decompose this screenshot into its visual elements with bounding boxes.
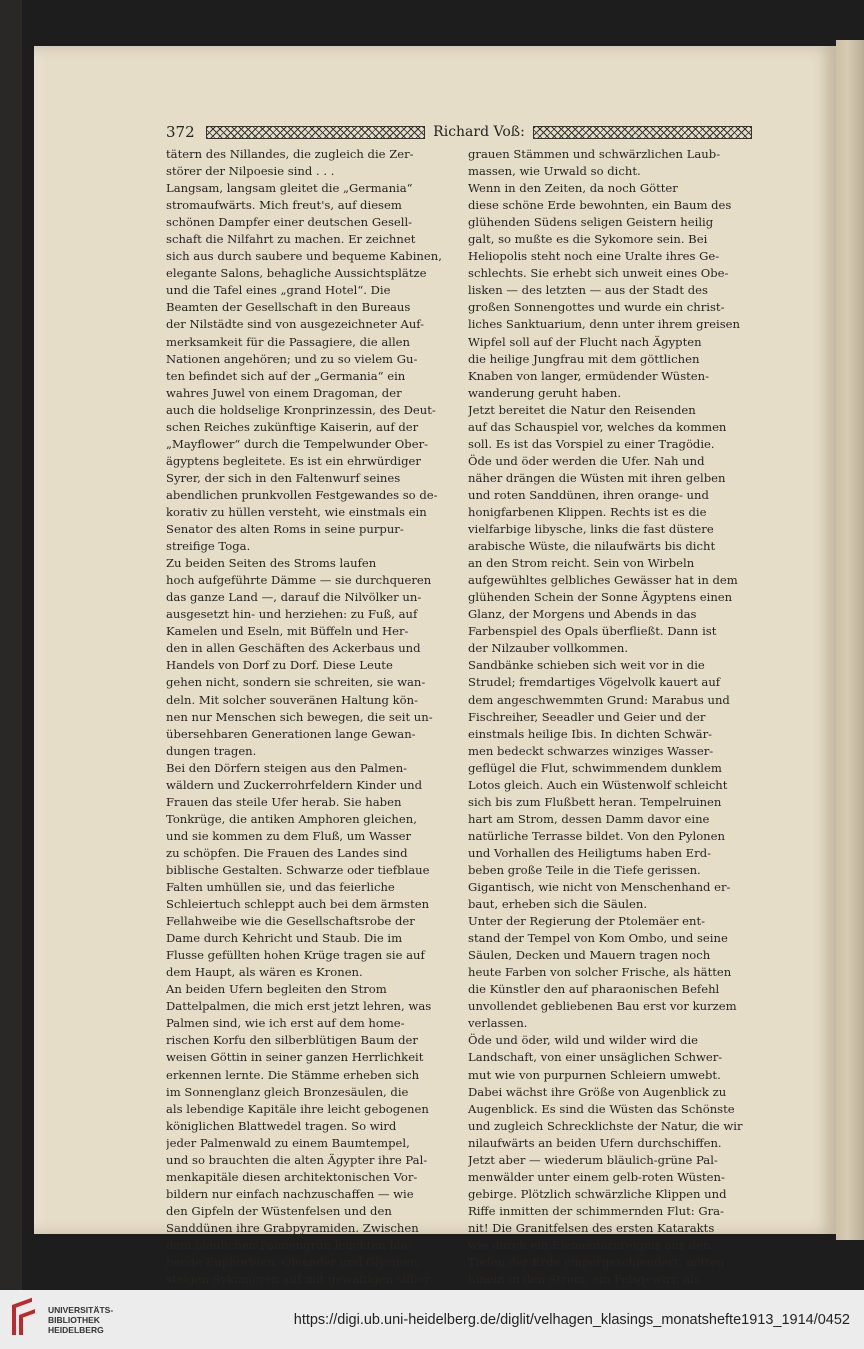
text-line: Wipfel soll auf der Flucht nach Ägypten [468, 334, 702, 349]
text-line: unvollendet gebliebenen Bau erst vor kurzem [468, 999, 737, 1014]
text-line: einstmals heilige Ibis. In dichten Schwär- [468, 726, 713, 741]
text-line: abendlichen prunkvollen Festgewandes so de- [166, 487, 438, 502]
text-line: das ganze Land —, darauf die Nilvölker un- [166, 590, 422, 605]
text-line: nen nur Menschen sich bewegen, die seit un- [166, 709, 433, 724]
text-line: glühenden Schein der Sonne Ägyptens einen [468, 590, 733, 605]
text-line: Dame durch Kehricht und Staub. Die im [166, 931, 403, 946]
text-line: merksamkeit für die Passagiere, die allen [166, 334, 410, 349]
text-line: Fischreiher, Seeadler und Geier und der [468, 709, 706, 724]
text-line: ten befindet sich auf der „Germania“ ein [166, 368, 406, 383]
text-line: Sanddünen ihre Grabpyramiden. Zwischen [166, 1220, 419, 1235]
text-column-left [166, 146, 454, 1288]
text-line: nit! Die Granitfelsen des ersten Katarakts [468, 1220, 715, 1235]
text-line: galt, so mußte es die Sykomore sein. Bei [468, 232, 708, 247]
text-column-right [468, 146, 756, 1288]
text-line: nilaufwärts an beiden Ufern durchschiffen. [468, 1135, 722, 1150]
text-line: Kamelen und Eseln, mit Büffeln und Her- [166, 624, 409, 639]
text-line: aufgewühltes gelbliches Gewässer hat in dem [468, 573, 738, 588]
text-line: ägyptens begleitete. Es ist ein ehrwürdiger [166, 453, 421, 468]
text-line: Flusse gefüllten hohen Krüge tragen sie auf [166, 948, 425, 963]
text-line: dem bläulichen Palmengrün leuchten blü- [166, 1238, 412, 1252]
text-line: Knaben von langer, ermüdender Wüsten- [468, 368, 710, 383]
text-line: schönen Dampfer einer deutschen Gesell- [166, 215, 413, 230]
text-line: den Gipfeln der Wüstenfelsen und den [166, 1203, 392, 1218]
text-line: men bedeckt schwarzes winziges Wasser- [468, 743, 714, 758]
text-line: geflügel die Flut, schwimmendem dunklem [468, 760, 722, 775]
text-line: Dabei wächst ihre Größe von Augenblick zu [468, 1084, 727, 1099]
text-line: deln. Mit solcher souveränen Haltung kön- [166, 692, 418, 707]
text-line: baut, erheben sich die Säulen. [468, 897, 648, 912]
text-line: die Künstler den auf pharaonischen Befehl [468, 982, 720, 997]
text-line: massen, wie Urwald so dicht. [468, 164, 641, 179]
text-line: steigen Sykomoren auf mit gewaltigen silber- [166, 1272, 434, 1287]
text-line: hoch aufgeführte Dämme — sie durchqueren [166, 573, 432, 588]
text-line: gebirge. Plötzlich schwärzliche Klippen und [468, 1186, 727, 1201]
library-logo-text [48, 1305, 113, 1335]
text-line: bildern nur einfach nachzuschaffen — wie [166, 1186, 414, 1201]
text-line: Glanz, der Morgens und Abends in das [468, 607, 697, 622]
text-line: die heilige Jungfrau mit dem göttlichen [468, 351, 700, 366]
text-line: Gigantisch, wie nicht von Menschenhand er- [468, 880, 731, 895]
text-line: sich bis zum Flußbett heran. Tempelruinen [468, 794, 722, 809]
text-line: dem Haupt, als wären es Kronen. [166, 965, 363, 980]
text-line: soll. Es ist das Vorspiel zu einer Tragödie. [468, 436, 715, 451]
text-line: Öde und öder werden die Ufer. Nah und [468, 453, 705, 468]
text-line: hart am Strom, dessen Damm davor eine [468, 811, 710, 826]
text-line: grauen Stämmen und schwärzlichen Laub- [468, 147, 721, 161]
text-line: Landschaft, von einer unsäglichen Schwer- [468, 1050, 723, 1065]
text-line: Beamten der Gesellschaft in den Bureaus [166, 300, 411, 315]
text-line: wäldern und Zuckerrohrfeldern Kinder und [166, 777, 423, 792]
text-line: Falten umhüllen sie, und das feierliche [166, 880, 395, 895]
text-line: diese schöne Erde bewohnten, ein Baum des [468, 198, 732, 213]
text-line: lisken — des letzten — aus der Stadt des [468, 283, 708, 298]
text-line: Tiefen der Erde emporgeschleudert, mitten [468, 1255, 725, 1270]
text-line: der Nilstädte sind von ausgezeichneter Auf- [166, 317, 425, 332]
text-line: mut wie von purpurnen Schleiern umwebt. [468, 1067, 721, 1082]
text-line: arabische Wüste, die nilaufwärts bis dicht [468, 539, 716, 554]
text-line: ausgesetzt hin- und herziehen: zu Fuß, auf [166, 607, 418, 622]
text-line: Farbenspiel des Opals überfließt. Dann ist [468, 624, 717, 639]
text-line: an den Strom reicht. Sein von Wirbeln [468, 556, 695, 571]
logo-line-1: UNIVERSITÄTS- [48, 1304, 114, 1315]
text-line: weisen Göttin in seiner ganzen Herrlichkeit [166, 1050, 424, 1065]
text-line: als lebendige Kapitäle ihre leicht gebogenen [166, 1101, 429, 1116]
text-line: Handels von Dorf zu Dorf. Diese Leute [166, 658, 393, 673]
scan-left-strip [0, 0, 22, 1290]
text-line: wie durch ein Elementarereignis aus den [468, 1238, 711, 1252]
text-line: hende Euphorbien, Oleander und Glycinen, [166, 1255, 422, 1270]
text-line: stand der Tempel von Kom Ombo, und seine [468, 931, 728, 946]
text-line: Palmen sind, wie ich erst auf dem home- [166, 1016, 405, 1031]
text-line: dem angeschwemmten Grund: Marabus und [468, 692, 730, 707]
text-line: stromaufwärts. Mich freut's, auf diesem [166, 198, 402, 213]
text-line: Augenblick. Es sind die Wüsten das Schönste [468, 1101, 735, 1116]
text-line: Senator des alten Roms in seine purpur- [166, 522, 404, 537]
text-line: und so brauchten die alten Ägypter ihre Pal- [166, 1152, 428, 1167]
permalink-url[interactable]: https://digi.ub.uni-heidelberg.de/diglit/velhagen_klasings_monatshefte1913_1914/0452 [293, 1311, 850, 1328]
text-line: Bei den Dörfern steigen aus den Palmen- [166, 760, 408, 775]
text-line: wahres Juwel von einem Dragoman, der [166, 385, 402, 400]
logo-line-2: BIBLIOTHEK [48, 1314, 100, 1325]
text-line: dungen tragen. [166, 743, 257, 758]
page-header [166, 122, 758, 142]
text-line: elegante Salons, behagliche Aussichtsplätze [166, 266, 427, 281]
text-line: schen Reiches zukünftige Kaiserin, auf der [166, 419, 419, 434]
text-line: Jetzt bereitet die Natur den Reisenden [468, 402, 696, 417]
text-line: glühenden Südens seligen Geistern heilig [468, 215, 714, 230]
text-line: näher drängen die Wüsten mit ihren gelben [468, 470, 726, 485]
text-line: und Vorhallen des Heiligtums haben Erd- [468, 845, 712, 860]
text-line: königlichen Blattwedel tragen. So wird [166, 1118, 397, 1133]
text-line: erkennen lernte. Die Stämme erheben sich [166, 1067, 420, 1082]
text-line: übersehbaren Generationen lange Gewan- [166, 726, 416, 741]
text-line: auf das Schauspiel vor, welches da kommen [468, 419, 727, 434]
text-line: Tonkrüge, die antiken Amphoren gleichen, [166, 811, 417, 826]
text-line: schlechts. Sie erhebt sich unweit eines Obe- [468, 266, 729, 281]
header-ornament-left [206, 126, 425, 139]
text-line: natürliche Terrasse bildet. Von den Pylonen [468, 828, 725, 843]
text-line: menkapitäle diesen architektonischen Vor- [166, 1169, 418, 1184]
text-line: Wenn in den Zeiten, da noch Götter [468, 181, 678, 196]
viewer-footer [0, 1290, 864, 1349]
text-line: und sie kommen zu dem Fluß, um Wasser [166, 828, 412, 843]
library-logo-icon [10, 1303, 40, 1337]
text-line: den in allen Geschäften des Ackerbaus und [166, 641, 421, 656]
text-line: wanderung geruht haben. [468, 385, 622, 400]
text-line: menwälder unter einem gelb-roten Wüsten- [468, 1169, 725, 1184]
text-line: Sandbänke schieben sich weit vor in die [468, 658, 705, 673]
text-line: Strudel; fremdartiges Vögelvolk kauert auf [468, 675, 721, 690]
text-line: schaft die Nilfahrt zu machen. Er zeichnet [166, 232, 416, 247]
text-line: Lotos gleich. Auch ein Wüstenwolf schleicht [468, 777, 728, 792]
text-line: biblische Gestalten. Schwarze oder tiefblaue [166, 862, 430, 877]
text-line: auch die holdselige Kronprinzessin, des Deut- [166, 402, 436, 417]
text-line: An beiden Ufern begleiten den Strom [166, 982, 387, 997]
text-line: Zu beiden Seiten des Stroms laufen [166, 556, 377, 571]
text-line: heute Farben von solcher Frische, als hätten [468, 965, 732, 980]
text-line: Säulen, Decken und Mauern tragen noch [468, 948, 711, 963]
logo-line-3: HEIDELBERG [48, 1324, 104, 1335]
text-line: im Sonnenglanz gleich Bronzesäulen, die [166, 1084, 409, 1099]
page-number: 372 [166, 123, 195, 141]
text-line: tätern des Nillandes, die zugleich die Zer- [166, 147, 414, 161]
text-line: liches Sanktuarium, denn unter ihrem greisen [468, 317, 740, 332]
text-line: sich aus durch saubere und bequeme Kabinen, [166, 249, 442, 264]
text-line: Frauen das steile Ufer herab. Sie haben [166, 794, 402, 809]
text-line: Langsam, langsam gleitet die „Germania“ [166, 181, 413, 196]
text-line: Heliopolis steht noch eine Uralte ihres Ge- [468, 249, 720, 264]
text-line: störer der Nilpoesie sind . . . [166, 164, 335, 179]
text-line: Unter der Regierung der Ptolemäer ent- [468, 914, 706, 929]
text-line: und roten Sanddünen, ihren orange- und [468, 487, 709, 502]
library-logo[interactable] [10, 1303, 113, 1337]
text-line: vielfarbige libysche, links die fast düstere [468, 522, 714, 537]
text-line: korativ zu hüllen versteht, wie einstmals ein [166, 504, 427, 519]
text-line: rischen Korfu den silberblütigen Baum der [166, 1033, 418, 1048]
text-line: Öde und öder, wild und wilder wird die [468, 1033, 699, 1048]
text-line: gehen nicht, sondern sie schreiten, sie wan- [166, 675, 426, 690]
running-title: Richard Voß: [433, 124, 525, 140]
text-line: zu schöpfen. Die Frauen des Landes sind [166, 845, 408, 860]
text-line: Riffe inmitten der schimmernden Flut: Gra- [468, 1203, 724, 1218]
text-line: verlassen. [468, 1016, 528, 1031]
page-edge [836, 40, 864, 1240]
text-line: und zugleich Schrecklichste der Natur, die wir [468, 1118, 743, 1133]
text-line: „Mayflower“ durch die Tempelwunder Ober- [166, 436, 429, 451]
header-ornament-right [533, 126, 752, 139]
text-line: Fellahweibe wie die Gesellschaftsrobe der [166, 914, 415, 929]
text-line: Dattelpalmen, die mich erst jetzt lehren, was [166, 999, 432, 1014]
text-line: hinein in den Strom; ein Felsgewirr, als [468, 1272, 700, 1287]
text-line: beben große Teile in die Tiefe gerissen. [468, 862, 701, 877]
text-line: Schleiertuch schleppt auch bei dem ärmsten [166, 897, 430, 912]
text-line: Jetzt aber — wiederum bläulich-grüne Pal- [468, 1152, 718, 1167]
text-line: jeder Palmenwald zu einem Baumtempel, [166, 1135, 410, 1150]
text-line: Nationen angehören; und zu so vielem Gu- [166, 351, 418, 366]
text-line: der Nilzauber vollkommen. [468, 641, 629, 656]
text-line: großen Sonnengottes und wurde ein christ- [468, 300, 725, 315]
text-line: streifige Toga. [166, 539, 251, 554]
text-line: Syrer, der sich in den Faltenwurf seines [166, 470, 401, 485]
text-line: honigfarbenen Klippen. Rechts ist es die [468, 504, 707, 519]
text-line: und die Tafel eines „grand Hotel“. Die [166, 283, 391, 298]
